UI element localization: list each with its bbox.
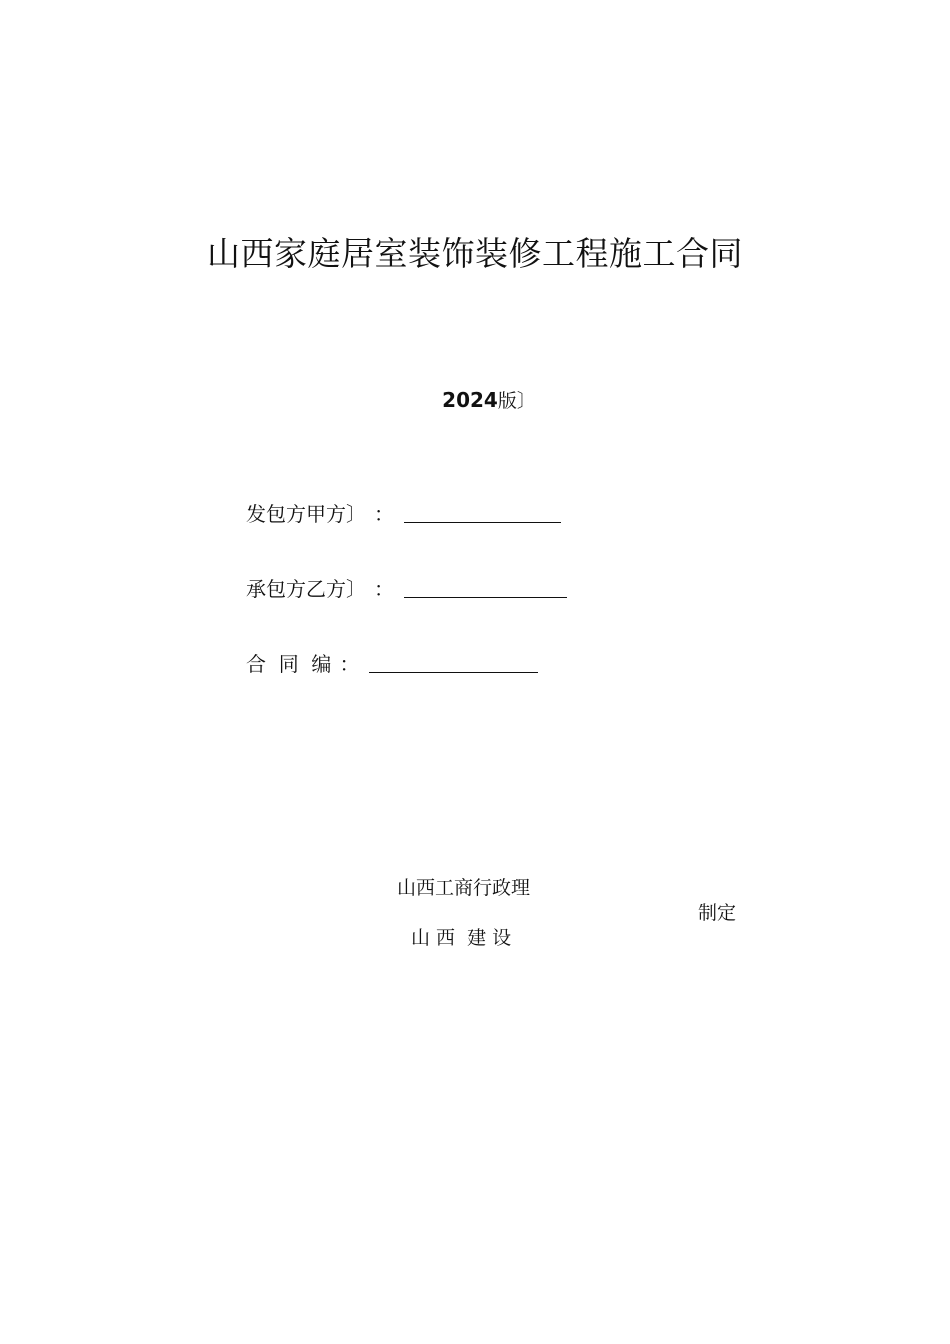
contract-number-field (246, 648, 538, 677)
contract-number-blank-line[interactable] (369, 654, 538, 673)
party-b-field (246, 573, 567, 602)
party-a-label: 发包方甲方〕 (246, 502, 366, 526)
edition-year: 2024 (442, 388, 498, 412)
party-b-label: 承包方乙方〕 (246, 577, 366, 601)
party-b-blank-line[interactable] (404, 579, 567, 598)
party-a-blank-line[interactable] (404, 504, 561, 523)
contract-number-colon: ： (339, 652, 360, 676)
issuer-commerce-bureau: 山西工商行政理 (397, 877, 531, 899)
contract-number-label: 合 同 编 (246, 652, 332, 676)
document-title: 山西家庭居室装饰装修工程施工合同 (207, 234, 743, 273)
party-a-field (246, 498, 561, 527)
edition-suffix: 版〕 (497, 390, 536, 412)
issuer-action-text: 制定 (698, 902, 737, 924)
party-b-colon: ： (374, 577, 394, 601)
issuer-construction-dept: 山 西 建 设 (411, 927, 512, 949)
party-a-colon: ： (374, 502, 394, 526)
edition-label (0, 386, 950, 413)
